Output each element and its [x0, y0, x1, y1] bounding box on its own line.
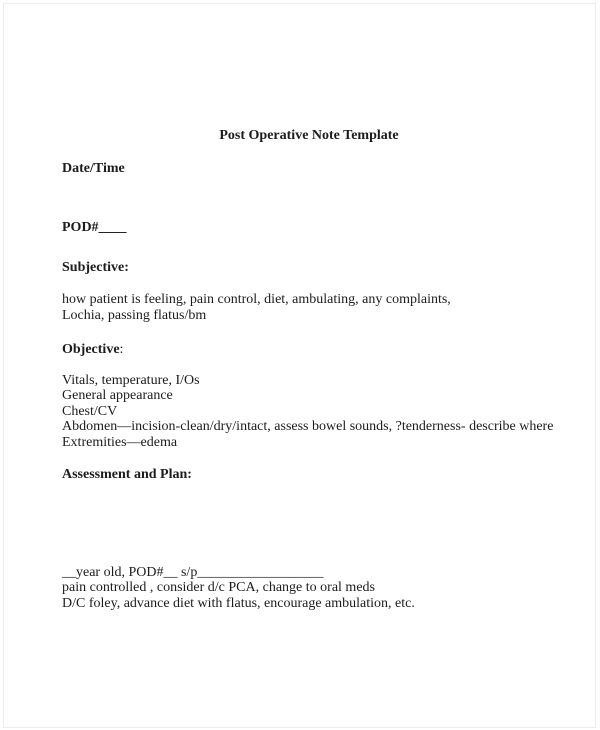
document-title: Post Operative Note Template	[219, 128, 399, 143]
assessment-text-line: __year old, POD#__ s/p__________________	[62, 564, 324, 580]
assessment-body	[62, 565, 556, 612]
objective-text-line: Abdomen—incision-clean/dry/intact, assess bowel sounds, ?tenderness- describe where	[62, 419, 554, 434]
objective-text-line: Extremities—edema	[62, 434, 178, 450]
objective-heading	[62, 342, 556, 358]
objective-text-line: General appearance	[62, 388, 173, 403]
objective-body	[62, 373, 556, 451]
objective-heading-colon: :	[119, 342, 124, 357]
objective-text-line: Vitals, temperature, I/Os	[62, 372, 200, 388]
assessment-text-line: D/C foley, advance diet with flatus, encourage ambulation, etc.	[62, 595, 415, 611]
subjective-body	[62, 292, 556, 323]
pod-number-line: POD#____	[62, 220, 127, 235]
subjective-text-line: Lochia, passing flatus/bm	[62, 307, 207, 323]
objective-heading-word: Objective	[62, 342, 120, 357]
subjective-heading: Subjective:	[62, 259, 129, 275]
assessment-text-line: pain controlled , consider d/c PCA, change to oral meds	[62, 580, 375, 595]
objective-text-line: Chest/CV	[62, 403, 118, 419]
assessment-plan-heading: Assessment and Plan:	[62, 467, 192, 482]
document-content	[62, 0, 556, 611]
date-time-heading: Date/Time	[62, 160, 125, 176]
subjective-text-line: how patient is feeling, pain control, diet, ambulating, any complaints,	[62, 292, 451, 307]
